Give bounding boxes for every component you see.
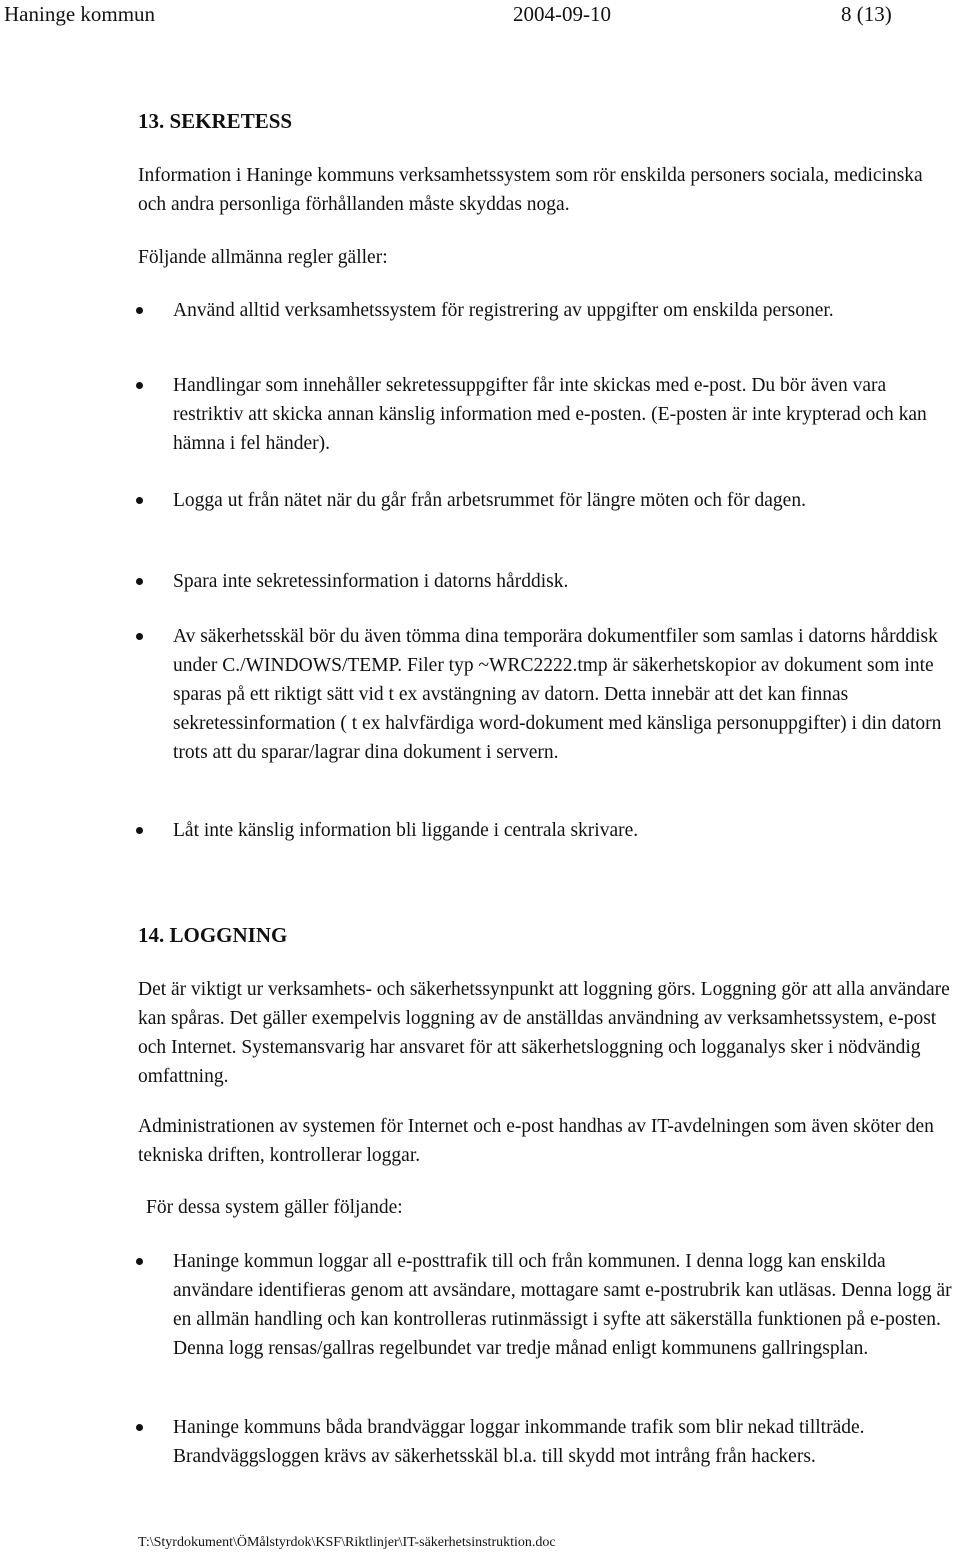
loggning-bullet-2: Haninge kommuns båda brandväggar loggar inkommande trafik som blir nekad tillträde. Brandväggsloggen krävs av säkerhetsskäl bl.a. till skydd mot intrång från hackers.: [173, 1417, 865, 1467]
sekretess-bullet-6: Låt inte känslig information bli liggande i centrala skrivare.: [173, 820, 639, 841]
header-page-number: 8 (13): [841, 2, 892, 26]
sekretess-bullet-4: Spara inte sekretessinformation i datorns hårddisk.: [173, 571, 569, 592]
section-heading-sekretess: 13. SEKRETESS: [138, 109, 293, 133]
bullet-dot: [136, 578, 143, 585]
footer-file-path: T:\Styrdokument\ÖMålstyrdok\KSF\Riktlinjer\IT-säkerhetsinstruktion.doc: [138, 1535, 556, 1550]
sekretess-bullet-1: Använd alltid verksamhetssystem för registrering av uppgifter om enskilda personer.: [173, 300, 834, 321]
bullet-dot: [136, 1424, 143, 1431]
section-heading-loggning: 14. LOGGNING: [138, 923, 288, 947]
header-organization: Haninge kommun: [4, 2, 156, 26]
sekretess-lead-text: Följande allmänna regler gäller:: [138, 247, 388, 268]
sekretess-bullet-5: Av säkerhetsskäl bör du även tömma dina temporära dokumentfiler som samlas i datorns hårddisk under C./WINDOWS/TEMP. Filer typ ~WRC2222.tmp är säkerhetskopior av dokument som inte sparas på ett riktigt sätt vid t ex avstängning av datorn. Detta innebär att det kan finnas sekretessinformation ( t ex halvfärdiga word-dokument med känsliga personuppgifter) i din datorn trots att du sparar/lagrar dina dokument i servern.: [173, 626, 942, 763]
page-header: [0, 0, 960, 40]
sekretess-intro-paragraph: Information i Haninge kommuns verksamhetssystem som rör enskilda personers sociala, medicinska och andra personliga förhållanden måste skyddas noga.: [138, 165, 923, 215]
bullet-dot: [136, 1258, 143, 1265]
sekretess-bullet-3: Logga ut från nätet när du går från arbetsrummet för längre möten och för dagen.: [173, 490, 806, 511]
bullet-dot: [136, 307, 143, 314]
loggning-lead-text: För dessa system gäller följande:: [146, 1197, 403, 1218]
bullet-dot: [136, 382, 143, 389]
bullet-dot: [136, 827, 143, 834]
loggning-paragraph-1: Det är viktigt ur verksamhets- och säkerhetssynpunkt att loggning görs. Loggning gör att alla användare kan spåras. Det gäller exempelvis loggning av de anställdas användning av verksamhetssystem, e-post och Internet. Systemansvarig har ansvaret för att säkerhetsloggning och logganalys sker i nödvändig omfattning.: [138, 979, 950, 1087]
bullet-dot: [136, 633, 143, 640]
loggning-bullet-1: Haninge kommun loggar all e-posttrafik till och från kommunen. I denna logg kan enskilda användare identifieras genom att avsändare, mottagare samt e-postrubrik kan utläsas. Denna logg är en allmän handling och kan kontrolleras rutinmässigt i syfte att säkerställa funktionen på e-posten. Denna logg rensas/gallras regelbundet var tredje månad enligt kommunens gallringsplan.: [173, 1251, 952, 1359]
bullet-dot: [136, 497, 143, 504]
sekretess-bullet-2: Handlingar som innehåller sekretessuppgifter får inte skickas med e-post. Du bör även vara restriktiv att skicka annan känslig information med e-posten. (E-posten är inte krypterad och kan hämna i fel händer).: [173, 375, 927, 454]
loggning-paragraph-2: Administrationen av systemen för Internet och e-post handhas av IT-avdelningen som även sköter den tekniska driften, kontrollerar loggar.: [138, 1116, 934, 1166]
header-date: 2004-09-10: [513, 2, 611, 26]
